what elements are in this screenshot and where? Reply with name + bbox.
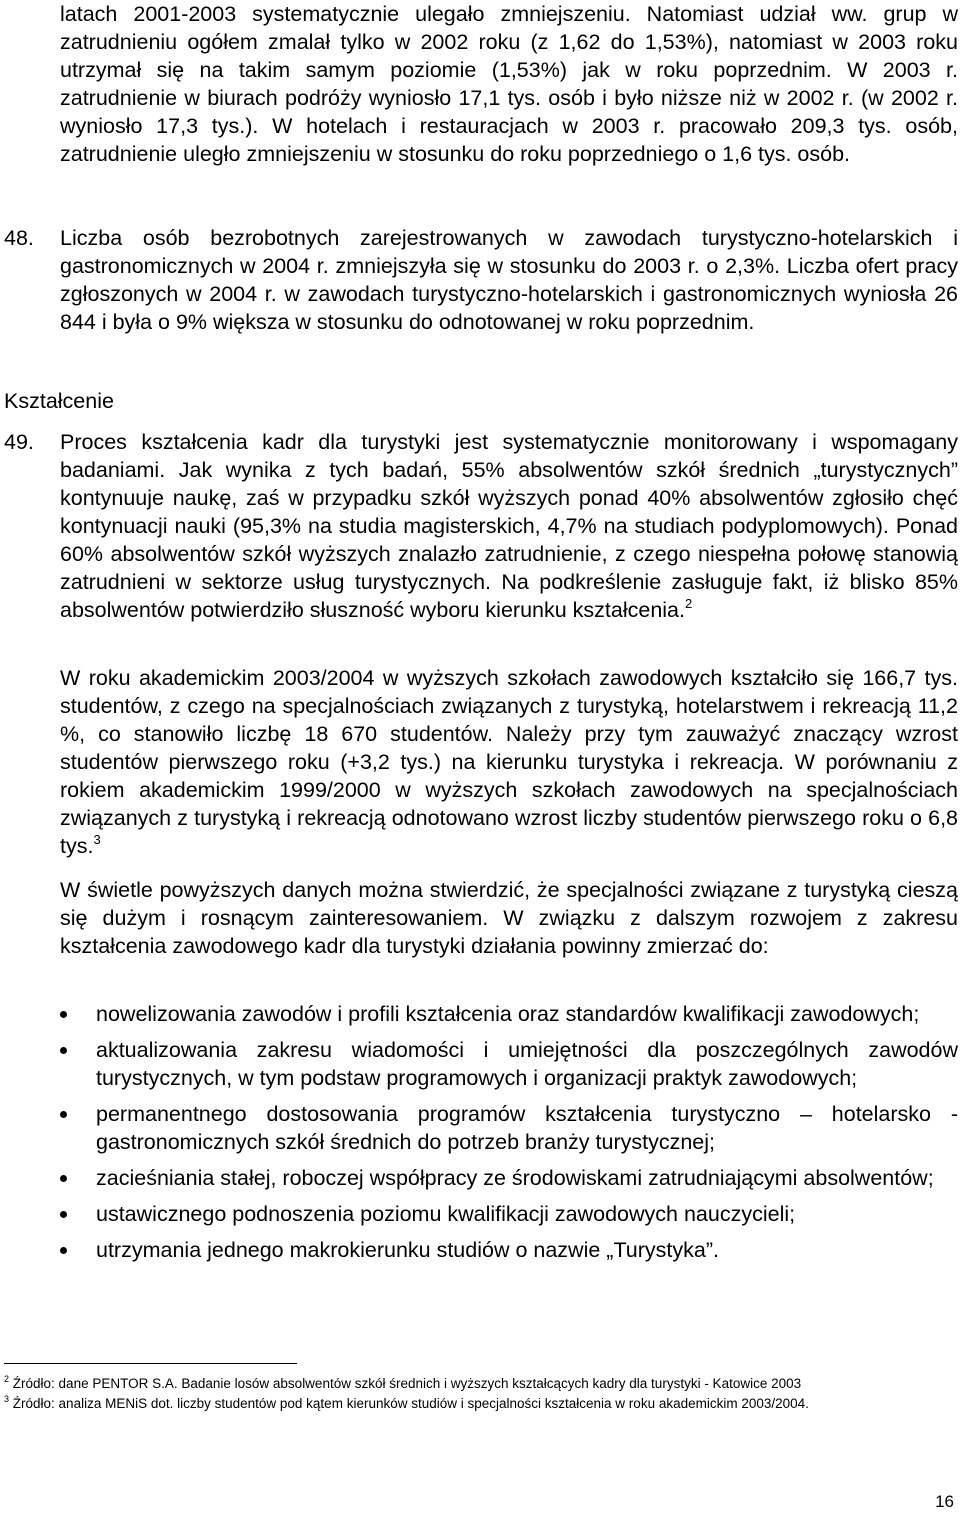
bullet-icon <box>60 1011 67 1018</box>
conclusion-paragraph <box>60 876 958 960</box>
list-item <box>60 1100 958 1156</box>
point-49-text: Proces kształcenia kadr dla turystyki jest systematycznie monitorowany i wspomagany badaniami. Jak wynika z tych badań, 55% absolwentów szkół średnich „turystycznych” kontynuuje naukę, zaś w przypadku szkół wyższych ponad 40% absolwentów zgłosiło chęć kontynuacji nauki (95,3% na studia magisterskich, 4,7% na studiach podyplomowych). Ponad 60% absolwentów szkół wyższych znalazło zatrudnienie, z czego niespełna połowę stanowią zatrudnieni w sektorze usług turystycznych. Na podkreślenie zasługuje fakt, iż blisko 85% absolwentów potwierdziło słuszność wyboru kierunku kształcenia. <box>60 430 958 622</box>
page-number: 16 <box>935 1492 954 1511</box>
point-48-text: Liczba osób bezrobotnych zarejestrowanych w zawodach turystyczno-hotelarskich i gastronomicznych w 2004 r. zmniejszyła się w stosunku do 2003 r. o 2,3%. Liczba ofert pracy zgłoszonych w 2004 r. w zawodach turystyczno-hotelarskich i gastronomicznych wyniosła 26 844 i była o 9% większa w stosunku do odnotowanej w roku poprzednim. <box>60 226 958 334</box>
list-item <box>60 1164 958 1192</box>
section-heading: Kształcenie <box>4 389 114 413</box>
point-48-number: 48. <box>4 226 34 250</box>
footnote-2 <box>4 1375 958 1392</box>
list-item <box>60 1200 958 1228</box>
bullet-icon <box>60 1111 67 1118</box>
list-item <box>60 1236 958 1264</box>
point-49 <box>4 428 958 624</box>
footnote-3 <box>4 1395 958 1412</box>
footnote-number: 2 <box>4 1374 10 1384</box>
list-item-text: ustawicznego podnoszenia poziomu kwalifikacji zawodowych nauczycieli; <box>96 1202 796 1226</box>
list-item-text: utrzymania jednego makrokierunku studiów o nazwie „Turystyka”. <box>96 1238 719 1262</box>
point-48 <box>4 224 958 336</box>
conclusion-text: W świetle powyższych danych można stwierdzić, że specjalności związane z turystyką cieszą się dużym i rosnącym zainteresowaniem. W związku z dalszym rozwojem z zakresu kształcenia zawodowego kadr dla turystyki działania powinny zmierzać do: <box>60 878 958 958</box>
footnote-number: 3 <box>4 1394 10 1404</box>
footnote-ref-2[interactable]: 2 <box>685 596 693 611</box>
footnote-divider <box>4 1363 297 1364</box>
bullet-icon <box>60 1047 67 1054</box>
intro-text: latach 2001-2003 systematycznie ulegało zmniejszeniu. Natomiast udział ww. grup w zatrudnieniu ogółem zmalał tylko w 2002 roku (z 1,62 do 1,53%), natomiast w 2003 roku utrzymał się na takim samym poziomie (1,53%) jak w roku poprzednim. W 2003 r. zatrudnienie w biurach podróży wyniosło 17,1 tys. osób i było niższe niż w 2002 r. (w 2002 r. wyniosło 17,3 tys.). W hotelach i restauracjach w 2003 r. pracowało 209,3 tys. osób, zatrudnienie uległo zmniejszeniu w stosunku do roku poprzedniego o 1,6 tys. osób. <box>60 2 958 166</box>
bullet-icon <box>60 1247 67 1254</box>
bullet-icon <box>60 1211 67 1218</box>
point-49-paragraph <box>60 428 958 624</box>
list-item-text: nowelizowania zawodów i profili kształcenia oraz standardów kwalifikacji zawodowych; <box>96 1002 920 1026</box>
list-item-text: permanentnego dostosowania programów kształcenia turystyczno – hotelarsko - gastronomicznych szkół średnich do potrzeb branży turystycznej; <box>96 1102 958 1154</box>
bullet-icon <box>60 1175 67 1182</box>
list-item <box>60 1036 958 1092</box>
footnote-text: Źródło: analiza MENiS dot. liczby studentów pod kątem kierunków studiów i specjalności kształcenia w roku akademickim 2003/2004. <box>12 1396 809 1411</box>
list-item-text: zacieśniania stałej, roboczej współpracy ze środowiskami zatrudniającymi absolwentów; <box>96 1166 934 1190</box>
academic-text: W roku akademickim 2003/2004 w wyższych szkołach zawodowych kształciło się 166,7 tys. studentów, z czego na specjalnościach związanych z turystyką, hotelarstwem i rekreacją 11,2 %, co stanowiło liczbę 18 670 studentów. Należy przy tym zauważyć znaczący wzrost studentów pierwszego roku (+3,2 tys.) na kierunku turystyka i rekreacja. W porównaniu z rokiem akademickim 1999/2000 w wyższych szkołach zawodowych na specjalnościach związanych z turystyką i rekreacją odnotowano wzrost liczby studentów pierwszego roku o 6,8 tys. <box>60 666 958 858</box>
footnote-text: Źródło: dane PENTOR S.A. Badanie losów absolwentów szkół średnich i wyższych kształcących kadry dla turystyki - Katowice 2003 <box>12 1376 802 1391</box>
point-49-number: 49. <box>4 430 34 454</box>
academic-paragraph <box>60 664 958 860</box>
footnotes <box>4 1375 958 1415</box>
list-item-text: aktualizowania zakresu wiadomości i umiejętności dla poszczególnych zawodów turystycznych, w tym podstaw programowych i organizacji praktyk zawodowych; <box>96 1038 958 1090</box>
bullet-list <box>60 1000 958 1272</box>
footnote-ref-3[interactable]: 3 <box>93 832 101 847</box>
list-item <box>60 1000 958 1028</box>
intro-paragraph <box>60 0 958 168</box>
